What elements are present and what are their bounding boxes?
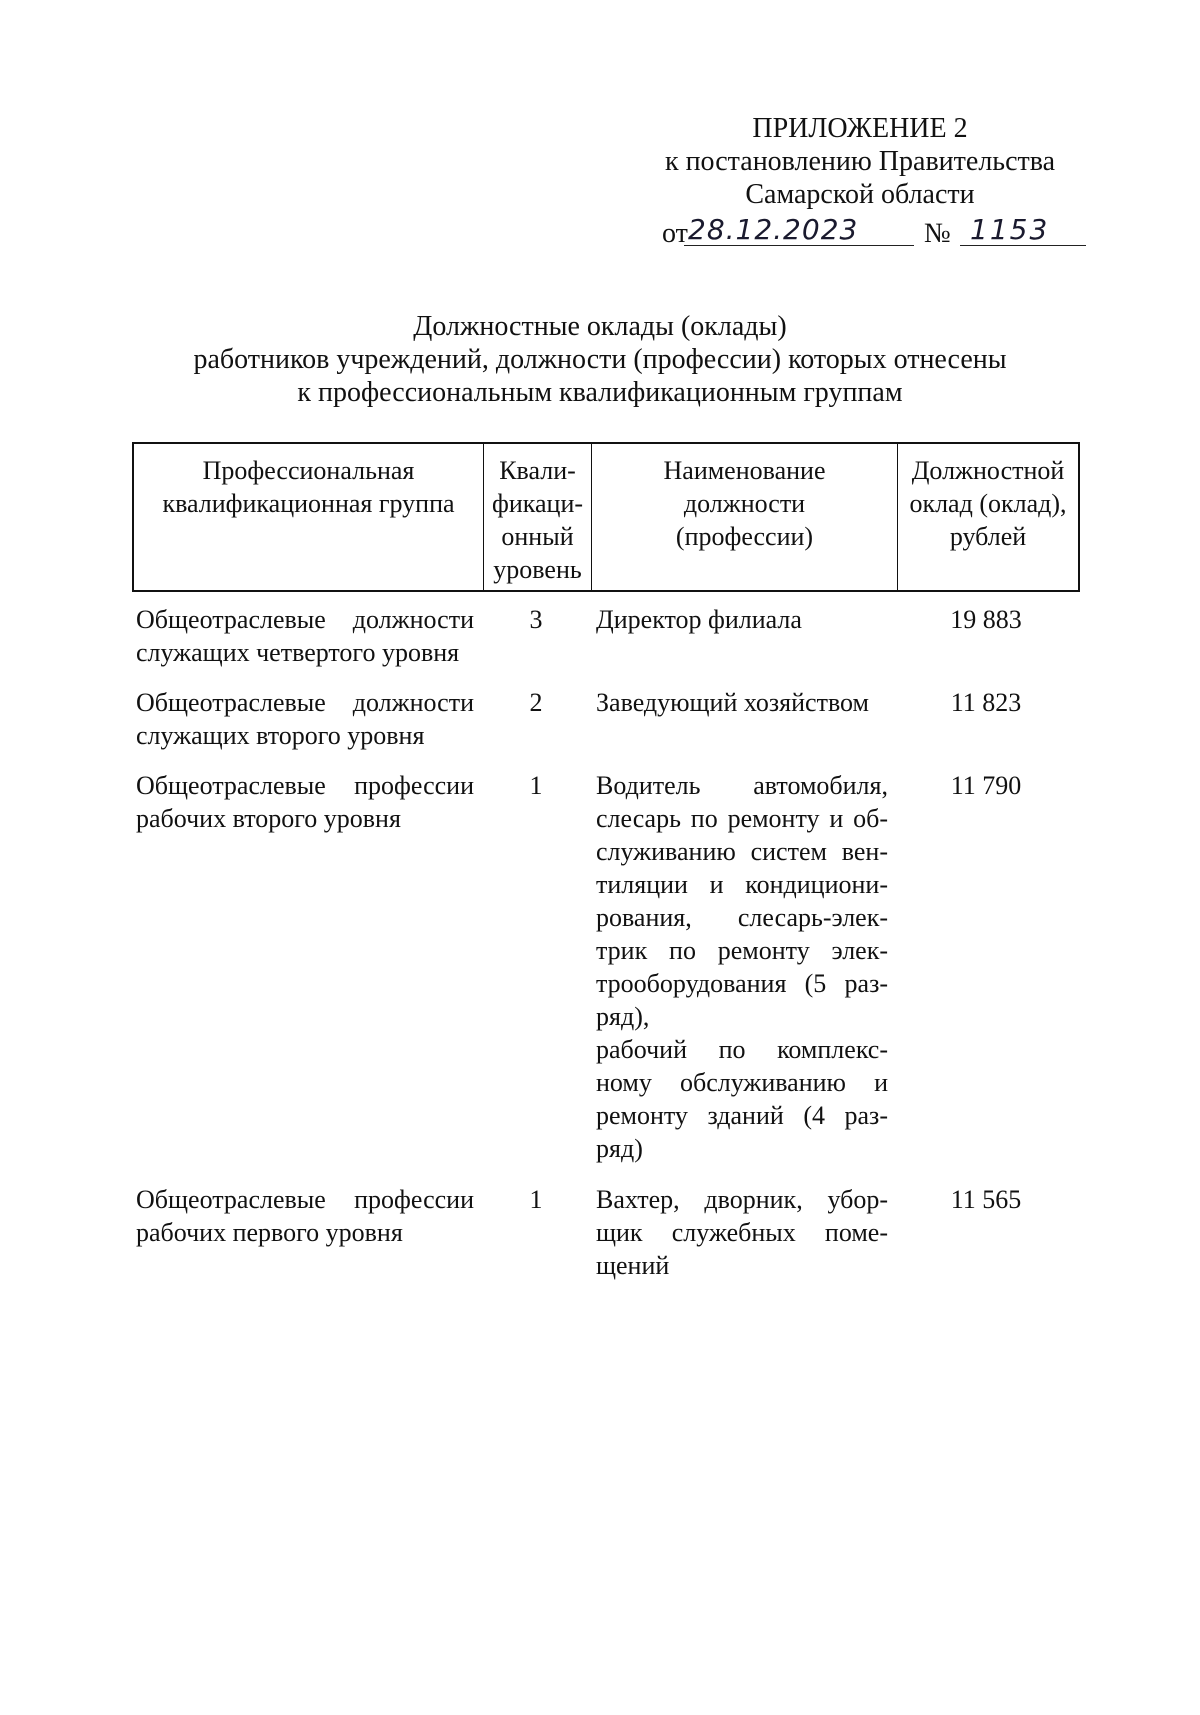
row-salary: 19 883	[950, 605, 1022, 634]
row-salary: 11 565	[950, 1185, 1022, 1214]
handwritten-number: 1153	[960, 213, 1086, 246]
header-level	[484, 444, 592, 590]
position-line: служиванию систем вен-	[596, 837, 888, 866]
table-header	[132, 442, 1080, 592]
position-line: ряд)	[596, 1134, 643, 1163]
position-line: Директор филиала	[596, 605, 802, 634]
row-level: 1	[529, 771, 543, 800]
header-group	[134, 444, 484, 590]
header-salary-line: оклад (оклад),	[909, 489, 1067, 518]
row-position	[590, 603, 896, 669]
table-row	[132, 686, 1080, 752]
position-line: тиляции и кондициони-	[596, 870, 888, 899]
group-line: Общеотраслевые должности	[136, 688, 474, 717]
document-title	[140, 310, 1060, 409]
group-line: рабочих первого уровня	[136, 1218, 403, 1247]
title-line-3: к профессиональным квалификационным группам	[297, 377, 903, 408]
header-level-line: Квали-	[499, 456, 576, 485]
table-row	[132, 769, 1080, 1165]
appendix-title: ПРИЛОЖЕНИЕ 2	[752, 113, 968, 144]
group-line: служащих четвертого уровня	[136, 638, 460, 667]
header-position-line: Наименование	[663, 456, 826, 485]
row-salary: 11 790	[950, 771, 1022, 800]
approval-block	[640, 112, 1080, 253]
header-position	[592, 444, 898, 590]
number-prefix: №	[924, 218, 951, 249]
row-salary: 11 823	[950, 688, 1022, 717]
position-line: рабочий по комплекс-	[596, 1035, 888, 1064]
row-position	[590, 769, 896, 1165]
position-line: щений	[596, 1251, 670, 1280]
table-row	[132, 603, 1080, 669]
position-line: щик служебных поме-	[596, 1218, 888, 1247]
resolution-line: к постановлению Правительства	[664, 146, 1056, 177]
header-salary-line: Должностной	[911, 456, 1065, 485]
row-group	[132, 1183, 482, 1282]
header-salary-line: рублей	[949, 522, 1027, 551]
position-line: трооборудования (5 раз-	[596, 969, 888, 998]
row-level: 2	[529, 688, 543, 717]
date-number-line	[640, 213, 1080, 253]
position-line: ному обслуживанию и	[596, 1068, 888, 1097]
header-position-line: (профессии)	[675, 522, 814, 551]
table-row	[132, 1183, 1080, 1282]
header-level-line: онный	[501, 522, 574, 551]
position-line: ряд),	[596, 1002, 650, 1031]
region-line: Самарской области	[745, 179, 975, 210]
position-line: ремонту зданий (4 раз-	[596, 1101, 888, 1130]
title-line-1: Должностные оклады (оклады)	[413, 311, 787, 342]
date-prefix: от	[662, 218, 688, 249]
header-group-line: Профессиональная	[202, 456, 415, 485]
header-level-line: фикаци-	[491, 489, 584, 518]
row-position	[590, 686, 896, 752]
position-line: слесарь по ремонту и об-	[596, 804, 888, 833]
group-line: служащих второго уровня	[136, 721, 425, 750]
position-line: Водитель автомобиля,	[596, 771, 888, 800]
position-line: Вахтер, дворник, убор-	[596, 1185, 888, 1214]
position-line: трик по ремонту элек-	[596, 936, 888, 965]
row-position	[590, 1183, 896, 1282]
position-line: Заведующий хозяйством	[596, 688, 869, 717]
position-line: рования, слесарь-элек-	[596, 903, 888, 932]
title-line-2: работников учреждений, должности (профессии) которых отнесены	[193, 344, 1007, 375]
group-line: Общеотраслевые профессии	[136, 771, 474, 800]
header-salary	[898, 444, 1078, 590]
row-group	[132, 769, 482, 1165]
group-line: Общеотраслевые профессии	[136, 1185, 474, 1214]
row-group	[132, 686, 482, 752]
group-line: Общеотраслевые должности	[136, 605, 474, 634]
handwritten-date: 28.12.2023	[684, 213, 914, 246]
group-line: рабочих второго уровня	[136, 804, 401, 833]
header-level-line: уровень	[493, 555, 582, 584]
header-position-line: должности	[683, 489, 806, 518]
header-group-line: квалификационная группа	[162, 489, 455, 518]
row-level: 1	[529, 1185, 543, 1214]
row-level: 3	[529, 605, 543, 634]
row-group	[132, 603, 482, 669]
